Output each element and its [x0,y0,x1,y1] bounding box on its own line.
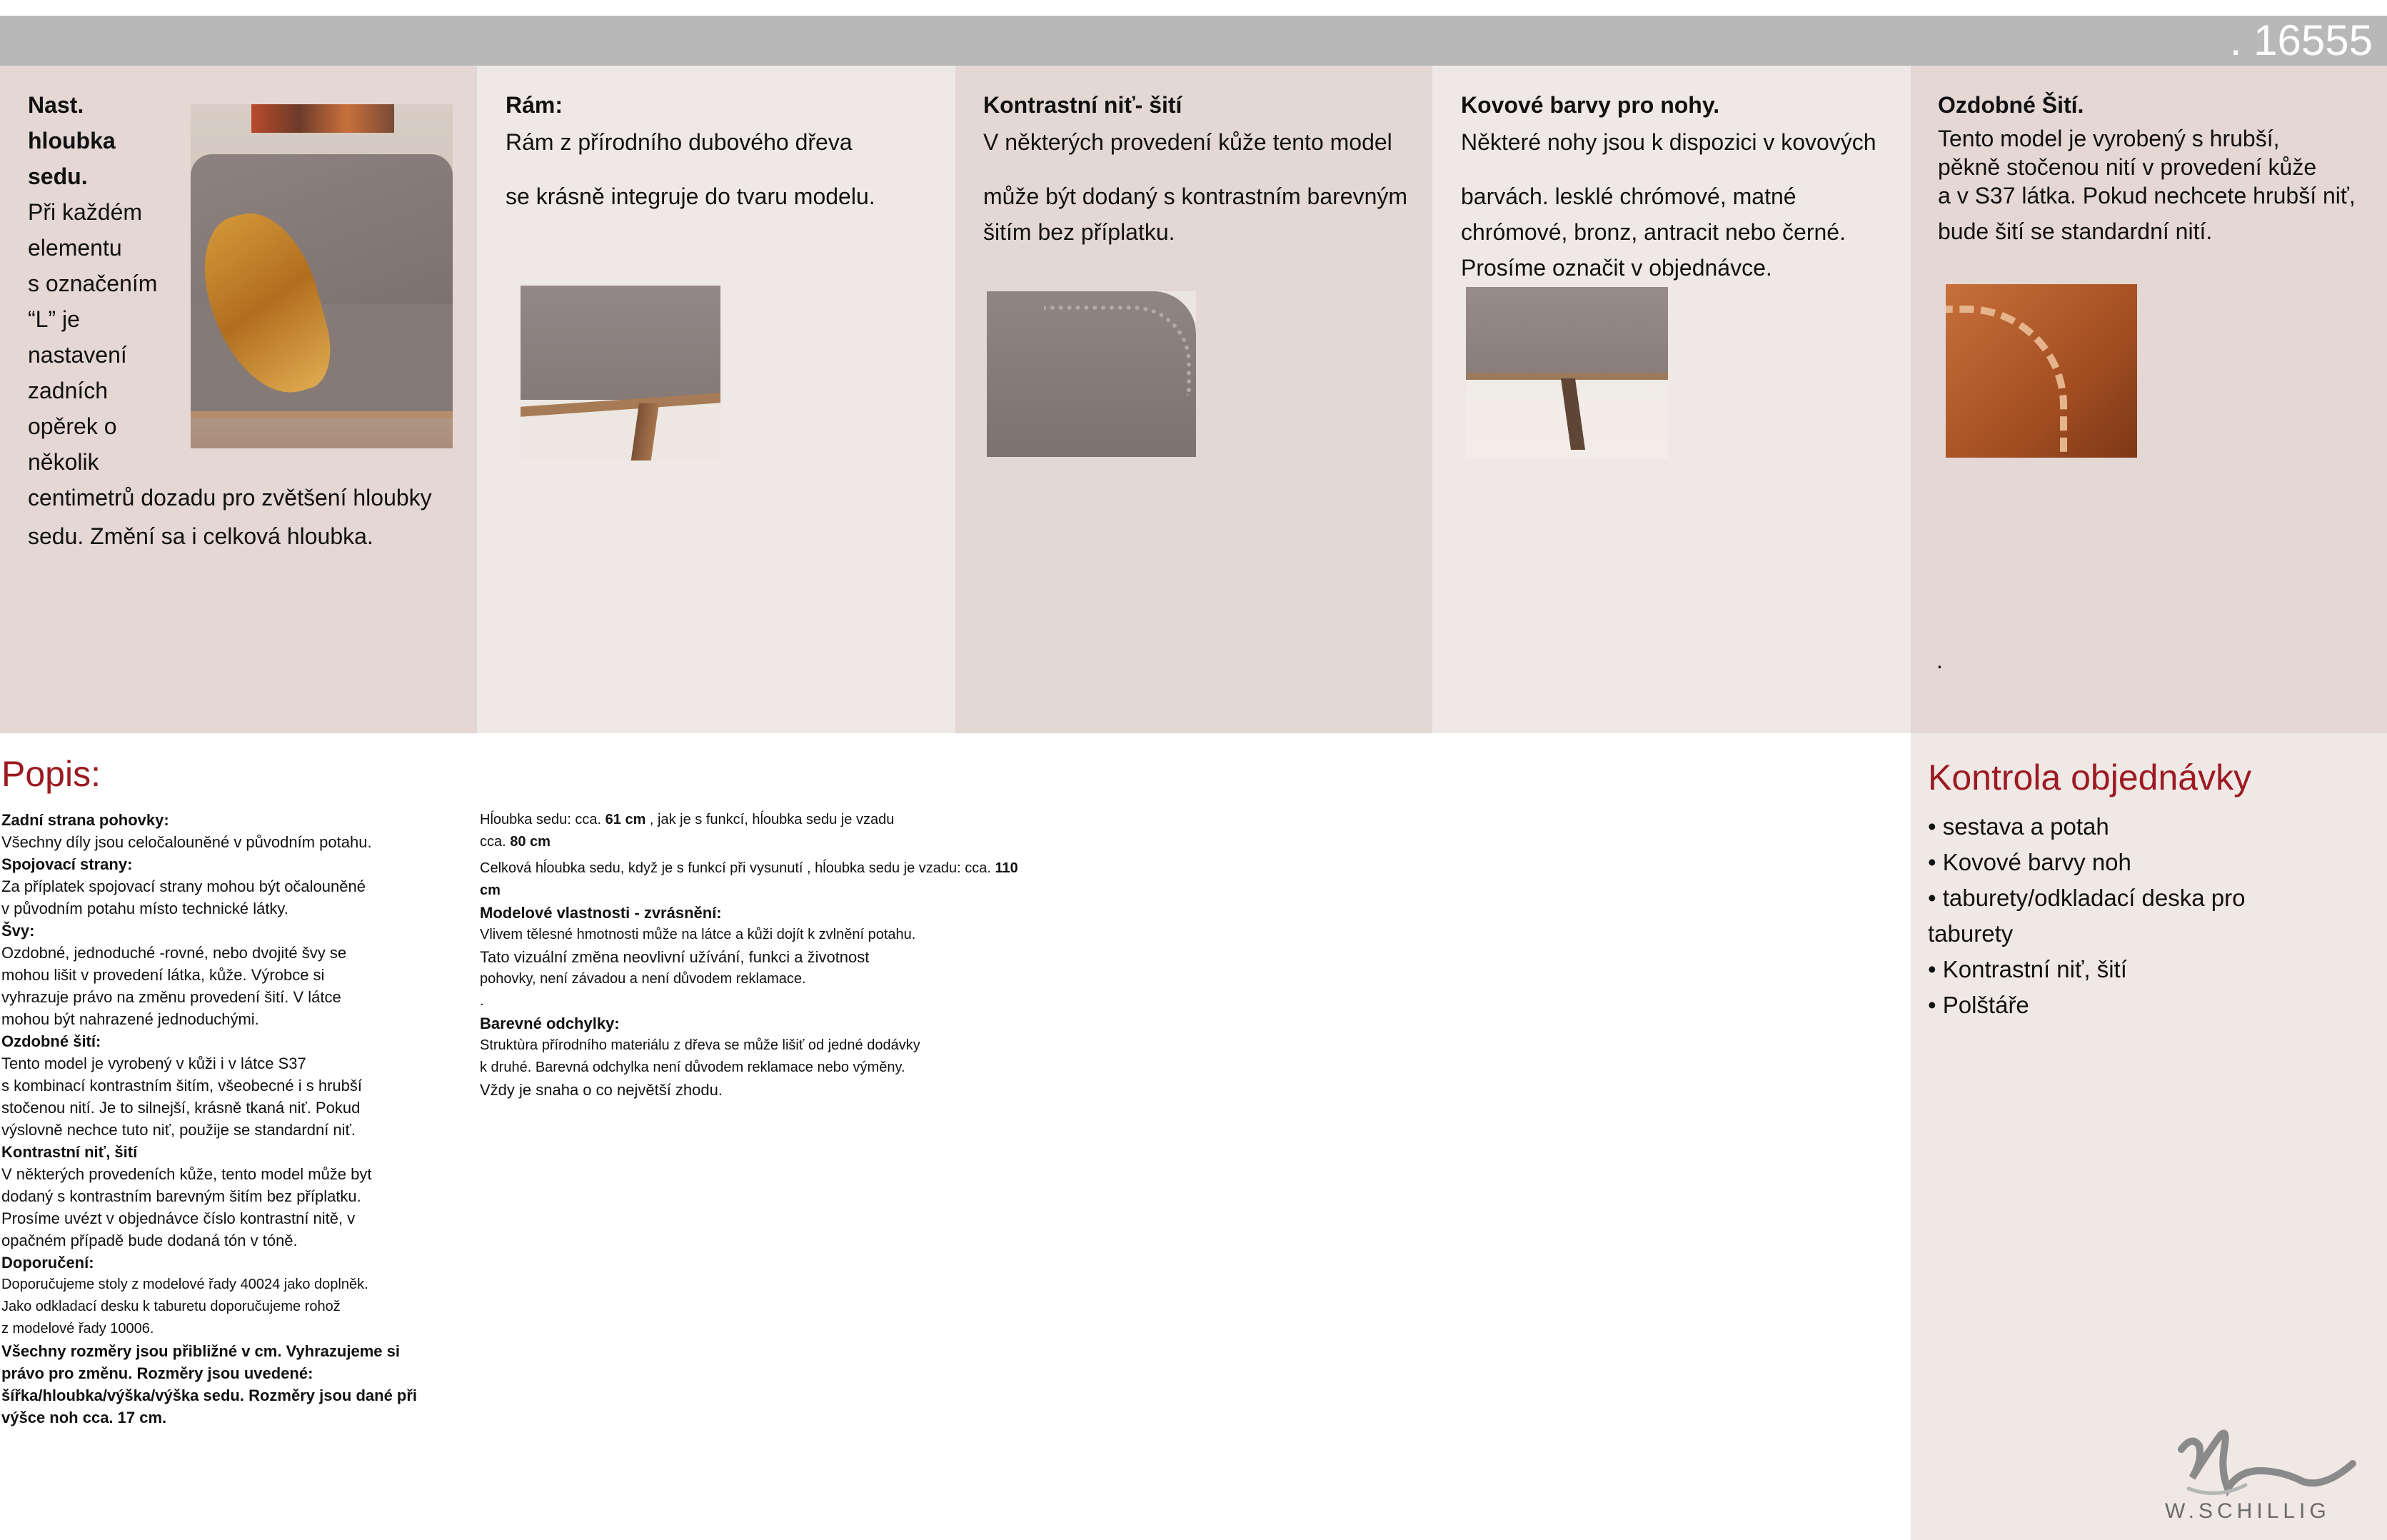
panel2-heading: Rám: [506,92,563,118]
desc-line: z modelové řady 10006. [1,1321,154,1337]
panel4-text: chrómové, bronz, antracit nebo černé. [1461,219,1846,245]
checklist-item: • Polštáře [1928,992,2029,1018]
panel5-text: bude šití se standardní nití. [1938,218,2213,244]
desc-line: Tato vizuální změna neovlivní užívání, funkci a životnost [480,948,870,966]
desc-bold-line: šířka/hloubka/výška/výška sedu. Rozměry jsou dané při [1,1386,418,1404]
checklist-item: • Kontrastní niť, šití [1928,956,2127,982]
frame-photo [521,286,720,461]
seat-depth-line: cca. 80 cm [480,834,551,850]
desc-line: Prosíme uvézt v objednávce číslo kontrastní nitě, v [1,1209,356,1227]
panel1-text: Při každém [28,199,143,225]
popis-left-column [1,809,417,1429]
desc-heading: Spojovací strany: [1,855,133,873]
panel1-heading-line2: hloubka [28,128,116,154]
panel1-text: sedu. Změní sa i celková hloubka. [28,523,373,549]
header-bar [0,16,2387,66]
desc-line: stočenou nití. Je to silnejší, krásně tkaná niť. Pokud [1,1099,361,1117]
desc-heading: Kontrastní niť, šití [1,1143,138,1161]
popis-right-column [480,809,1018,1101]
order-check-list [1928,809,2246,1023]
panel5-text: pěkně stočenou nití v provedení kůže [1938,154,2317,180]
panel1-text: centimetrů dozadu pro zvětšení hloubky [28,485,432,510]
desc-heading: Barevné odchylky: [480,1015,620,1032]
total-depth-line: cm [480,882,501,898]
leather-stitch-photo [1946,284,2137,458]
panel4-text: Prosíme označit v objednávce. [1461,255,1772,281]
desc-heading: Ozdobné šití: [1,1032,101,1050]
checklist-item: • sestava a potah [1928,813,2109,840]
desc-line: Struktùra přírodního materiálu z dřeva se může lišiť od jedné dodávky [480,1037,920,1053]
order-check-title: Kontrola objednávky [1928,758,2252,797]
desc-line: v původním potahu místo technické látky. [1,900,288,917]
desc-line: opačném případě bude dodaná tón v tóně. [1,1232,298,1249]
desc-heading: Modelové vlastnosti - zvrásnění: [480,904,722,922]
desc-line: dodaný s kontrastním barevným šitím bez příplatku. [1,1187,361,1205]
brand-name: W.SCHILLIG [2165,1499,2331,1523]
desc-line: mohou lišit v provedení látka, kůže. Výrobce si [1,966,325,984]
sofa-photo [191,104,453,448]
popis-title: Popis: [1,754,101,794]
panel1-text: elementu [28,235,122,261]
desc-line: s kombinací kontrastním šitím, všeobecné i s hrubší [1,1077,362,1094]
panel5-text: Tento model je vyrobený s hrubší, [1938,126,2280,151]
desc-line: Za příplatek spojovací strany mohou být očalouněné [1,877,366,895]
panel1-heading-line3: sedu. [28,163,88,189]
panel5-text: a v S37 látka. Pokud nechcete hrubší niť, [1938,183,2356,208]
model-code: . 16555 [2229,16,2373,64]
panel1-text: několik [28,449,99,475]
checklist-item: taburety [1928,920,2014,947]
panel2-text: se krásně integruje do tvaru modelu. [506,183,875,209]
panel3-text: může být dodaný s kontrastním barevným [983,183,1408,209]
panel1-text: opěrek o [28,413,117,439]
panel1-text: “L” je [28,306,80,332]
desc-line: k druhé. Barevná odchylka není důvodem reklamace nebo výměny. [480,1060,905,1075]
desc-heading: Zadní strana pohovky: [1,811,169,829]
seat-depth-line: Hĺoubka sedu: cca. 61 cm , jak je s funkcí, hĺoubka sedu je vzadu [480,812,895,827]
desc-heading: Švy: [1,922,35,940]
panel1-heading-line1: Nast. [28,92,84,118]
desc-line: mohou být nahrazené jednoduchými. [1,1010,259,1028]
panel3-text: V některých provedení kůže tento model [983,129,1392,155]
desc-line: Doporučujeme stoly z modelové řady 40024 jako doplněk. [1,1277,368,1292]
desc-line: pohovky, není závadou a není důvodem reklamace. [480,971,806,987]
panel2-text: Rám z přírodního dubového dřeva [506,129,853,155]
panel4-text: barvách. lesklé chrómové, matné [1461,183,1796,209]
panel1-text: s označením [28,271,158,296]
panel3-heading: Kontrastní niť- šití [983,92,1182,118]
stitching-photo [987,291,1196,457]
checklist-item: • Kovové barvy noh [1928,849,2131,875]
panel4-heading: Kovové barvy pro nohy. [1461,92,1720,118]
panel1-text: zadních [28,378,109,403]
panel5-heading: Ozdobné Šití. [1938,92,2084,118]
panel3-text: šitím bez příplatku. [983,219,1175,245]
metal-leg-photo [1466,287,1668,458]
desc-line: Jako odkladací desku k taburetu doporučujeme rohož [1,1299,341,1314]
desc-line: . [480,993,484,1009]
desc-line: Tento model je vyrobený v kůži i v látce S37 [1,1055,306,1072]
desc-bold-line: Všechny rozměry jsou přibližné v cm. Vyhrazujeme si [1,1342,400,1360]
desc-line: výslovně nechce tuto niť, použije se standardní niť. [1,1121,356,1139]
desc-line: Ozdobné, jednoduché -rovné, nebo dvojité švy se [1,944,347,962]
desc-line: Vždy je snaha o co největší zhodu. [480,1081,723,1099]
desc-heading: Doporučení: [1,1254,94,1272]
panel5-dot: . [1936,648,1943,673]
desc-bold-line: výšce noh cca. 17 cm. [1,1409,167,1426]
desc-line: vyhrazuje právo na změnu provedení šití. V látce [1,988,341,1006]
desc-line: V některých provedeních kůže, tento model může byt [1,1165,372,1183]
panel4-text: Některé nohy jsou k dispozici v kovových [1461,129,1876,155]
checklist-item: • taburety/odkladací deska pro [1928,885,2246,911]
panel1-text: nastavení [28,342,127,368]
desc-line: Vlivem tělesné hmotnosti může na látce a kůži dojít k zvlnění potahu. [480,927,916,942]
desc-bold-line: právo pro změnu. Rozměry jsou uvedené: [1,1364,313,1382]
desc-line: Všechny díly jsou celočalouněné v původním potahu. [1,833,372,851]
total-depth-line: Celková hĺoubka sedu, když je s funkcí při vysunutí , hĺoubka sedu je vzadu: cca. 110 [480,860,1018,876]
